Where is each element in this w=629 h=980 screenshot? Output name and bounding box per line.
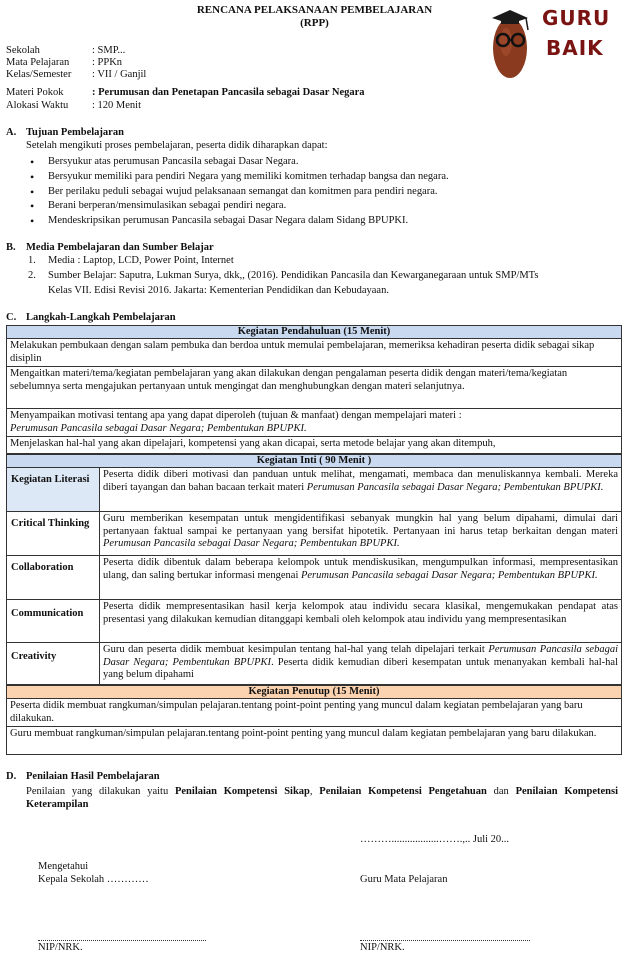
pendahuluan-row: Menjelaskan hal-hal yang akan dipelajari, kompetensi yang akan dicapai, serta metode belajar yang akan ditempuh, [6, 437, 622, 454]
pendahuluan-header: Kegiatan Pendahuluan (15 Menit) [6, 325, 622, 339]
info-label: Kelas/Semester [6, 69, 72, 80]
inti-description: Peserta didik mempresentasikan hasil kerja kelompok atau individu secara klasikal, mengemukakan pendapat atas presentasi yang dilakukan kemudian ditanggapi kembali oleh kelompok atau individu yang mempresentasikan [100, 600, 622, 643]
signature-line-left [38, 940, 206, 941]
pendahuluan-row: Menyampaikan motivasi tentang apa yang dapat diperoleh (tujuan & manfaat) dengan mempelajari materi : Perumusan Pancasila sebagai Dasar Negara; Pembentukan BPUPKI. [6, 409, 622, 437]
info-value: : Perumusan dan Penetapan Pancasila sebagai Dasar Negara [92, 87, 365, 98]
info-value: : 120 Menit [92, 100, 141, 111]
inti-label: Creativity [6, 643, 100, 685]
inti-label: Communication [6, 600, 100, 643]
nip-right: NIP/NRK. [360, 942, 405, 953]
inti-label: Kegiatan Literasi [6, 468, 100, 512]
section-a-intro: Setelah mengikuti proses pembelajaran, peserta didik diharapkan dapat: [26, 140, 328, 151]
inti-description: Guru dan peserta didik membuat kesimpulan tentang hal-hal yang telah dipelajari terkait Perumusan Pancasila sebagai Dasar Negara; Pembentukan BPUPKI. Peserta didik kemudian diberi kesempatan untuk menanyakan kembali hal-hal yang belum dipahami [100, 643, 622, 685]
inti-label: Critical Thinking [6, 512, 100, 556]
info-value: : VII / Ganjil [92, 69, 147, 80]
pendahuluan-row: Mengaitkan materi/tema/kegiatan pembelajaran yang akan dilakukan dengan pengalaman peserta didik dengan materi/tema/kegiatan sebelumnya serta mengajukan pertanyaan untuk mengingat dan menghubungkan dengan materi selanjutnya. [6, 367, 622, 409]
penutup-row: Guru membuat rangkuman/simpulan pelajaran.tentang point-point penting yang muncul dalam kegiatan pembelajaran yang baru dilakukan. [6, 727, 622, 755]
nip-left: NIP/NRK. [38, 942, 83, 953]
list-item: • Berani berperan/mensimulasikan sebagai pendiri negara. [28, 200, 449, 215]
inti-label: Collaboration [6, 556, 100, 600]
signature-date: ………..................…….,.. Juli 20... [360, 834, 510, 845]
info-value: : SMP... [92, 45, 126, 56]
page-subtitle: (RPP) [300, 17, 329, 29]
signature-guru: Guru Mata Pelajaran [360, 874, 448, 885]
info-value: : PPKn [92, 57, 123, 68]
guru-baik-logo [470, 2, 620, 82]
info-label: Materi Pokok [6, 87, 64, 98]
signature-line-right [360, 940, 530, 941]
inti-description: Peserta didik dibentuk dalam beberapa kelompok untuk mendiskusikan, mengumpulkan informasi, mempresentasikan ulang, dan saling bertukar informasi mengenai Perumusan Pancasila sebagai Dasar Negara; Pembentukan BPUPKI. [100, 556, 622, 600]
list-item: • Bersyukur atas perumusan Pancasila sebagai Dasar Negara. [28, 156, 449, 171]
list-item: • Ber perilaku peduli sebagai wujud pelaksanaan semangat dan komitmen para pendiri negara. [28, 186, 449, 201]
logo-text-baik: BAIK [546, 36, 604, 60]
list-item: • Bersyukur memiliki para pendiri Negara yang memiliki komitmen terhadap bangsa dan negara. [28, 171, 449, 186]
penutup-row: Peserta didik membuat rangkuman/simpulan pelajaran.tentang point-point penting yang muncul dalam kegiatan pembelajaran yang baru dilakukan. [6, 699, 622, 727]
logo-text-guru: GURU [542, 6, 611, 30]
penutup-header: Kegiatan Penutup (15 Menit) [6, 685, 622, 699]
info-label: Mata Pelajaran [6, 57, 70, 68]
list-item: • Mendeskripsikan perumusan Pancasila sebagai Dasar Negara dalam Sidang BPUPKI. [28, 215, 449, 230]
pendahuluan-row: Melakukan pembukaan dengan salam pembuka dan berdoa untuk memulai pembelajaran, memeriksa kehadiran peserta didik sebagai sikap disiplin [6, 339, 622, 367]
assessment-text: Penilaian yang dilakukan yaitu Penilaian Kompetensi Sikap, Penilaian Kompetensi Pengetahuan dan Penilaian Kompetensi Keterampilan [26, 786, 619, 810]
objectives-list [28, 156, 449, 230]
inti-header: Kegiatan Inti ( 90 Menit ) [6, 454, 622, 468]
info-label: Alokasi Waktu [6, 100, 69, 111]
signature-kepala-sekolah: Kepala Sekolah ………… [38, 874, 149, 885]
page-title: RENCANA PELAKSANAAN PEMBELAJARAN [196, 4, 433, 16]
inti-description: Guru memberikan kesempatan untuk mengidentifikasi sebanyak mungkin hal yang belum dipahami, dimulai dari pertanyaan faktual sampai ke pertanyaan yang bersifat hipotetik. Pertanyaan ini harus tetap berkaitan dengan materi Perumusan Pancasila sebagai Dasar Negara; Pembentukan BPUPKI. [100, 512, 622, 556]
signature-mengetahui: Mengetahui [38, 861, 89, 872]
inti-description: Peserta didik diberi motivasi dan panduan untuk melihat, mengamati, membaca dan menuliskannya kembali. Mereka diberi tayangan dan bahan bacaan terkait materi Perumusan Pancasila sebagai Dasar Negara; Pembentukan BPUPKI. [100, 468, 622, 512]
info-label: Sekolah [6, 45, 40, 56]
